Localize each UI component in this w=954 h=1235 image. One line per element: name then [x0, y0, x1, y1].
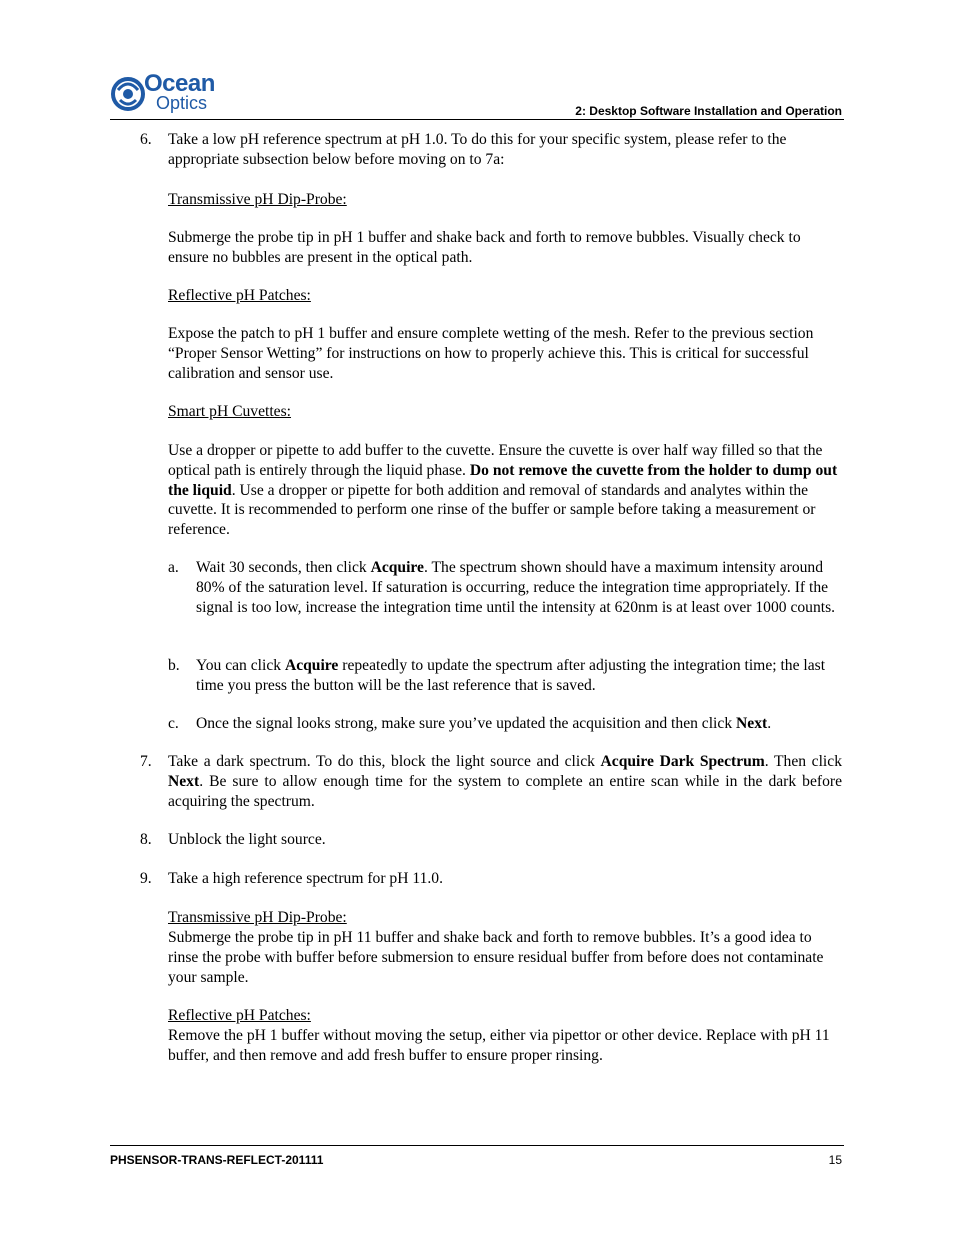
acquire-bold: Acquire	[284, 657, 339, 674]
page-number: 15	[828, 1153, 842, 1167]
footer-divider	[110, 1145, 844, 1146]
step-8-number: 8.	[140, 831, 152, 848]
substep-b-post: repeatedly to update the spectrum after adjusting the integration time; the last time you press the button will be the last reference that is saved.	[196, 657, 826, 694]
step-7-mid: . Then click	[764, 753, 842, 770]
step-6-cuvettes-heading: Smart pH Cuvettes:	[168, 403, 292, 420]
header-divider	[110, 119, 844, 120]
step-6-text: Take a low pH reference spectrum at pH 1.0. To do this for your specific system, please refer to the appropriate subsection below before moving on to 7a:	[168, 131, 787, 168]
step-6-reflective-heading: Reflective pH Patches:	[168, 287, 311, 304]
substep-a-post: . The spectrum shown should have a maximum intensity around 80% of the saturation level. If saturation is occurring, reduce the integration time appropriately. If the signal is too low, increase the integration time until the intensity at 620nm is at least over 1000 counts.	[196, 559, 836, 616]
step-6-number: 6.	[140, 131, 152, 148]
step-9-reflective-heading: Reflective pH Patches:	[168, 1007, 311, 1024]
logo-word-optics: Optics	[156, 93, 208, 113]
document-id: PHSENSOR-TRANS-REFLECT-201111	[110, 1153, 324, 1167]
substep-b-text	[196, 656, 844, 696]
logo-word-ocean: Ocean	[144, 70, 215, 97]
step-8-text: Unblock the light source.	[168, 831, 326, 848]
step-9-reflective-text: Remove the pH 1 buffer without moving the setup, either via pipettor or other device. Replace with pH 11 buffer, and then remove and add fresh buffer to ensure proper rinsing.	[168, 1027, 830, 1064]
step-7-post: . Be sure to allow enough time for the system to complete an entire scan while in the dark before acquiring the spectrum.	[168, 772, 842, 810]
ocean-optics-logo	[110, 70, 240, 118]
cuvettes-text-part1: Use a dropper or pipette to add buffer to the cuvette. Ensure the cuvette is over half way filled so that the optical path is entirely through the liquid phase.	[168, 442, 823, 479]
acquire-dark-spectrum-bold: Acquire Dark Spectrum	[600, 753, 765, 770]
cuvettes-warning-bold: Do not remove the cuvette from the holder to dump out the liquid	[168, 461, 838, 499]
acquire-bold: Acquire	[370, 559, 424, 576]
step-9-transmissive-heading: Transmissive pH Dip-Probe:	[168, 909, 347, 926]
substep-c-post: .	[767, 715, 772, 732]
substep-a-letter: a.	[168, 559, 179, 576]
step-7-text	[168, 752, 842, 811]
step-7-pre: Take a dark spectrum. To do this, block the light source and click	[168, 753, 601, 770]
next-bold: Next	[168, 772, 200, 790]
step-9-transmissive-text: Submerge the probe tip in pH 11 buffer and shake back and forth to remove bubbles. It’s a good idea to rinse the probe with buffer before submersion to ensure residual buffer from before does not contaminate your sample.	[168, 929, 824, 986]
step-9-text: Take a high reference spectrum for pH 11.0.	[168, 870, 443, 887]
substep-b-letter: b.	[168, 657, 180, 674]
substep-c-text	[196, 714, 844, 734]
step-6-transmissive-text: Submerge the probe tip in pH 1 buffer and shake back and forth to remove bubbles. Visually check to ensure no bubbles are present in the optical path.	[168, 229, 801, 266]
step-7-number: 7.	[140, 753, 152, 770]
substep-a-text	[196, 558, 842, 617]
step-6-reflective-text: Expose the patch to pH 1 buffer and ensure complete wetting of the mesh. Refer to the previous section “Proper Sensor Wetting” for instructions on how to properly achieve this. This is critical for successful calibration and sensor use.	[168, 325, 814, 382]
substep-a-pre: Wait 30 seconds, then click	[196, 559, 371, 576]
substep-c-letter: c.	[168, 715, 179, 732]
cuvettes-text-part2: . Use a dropper or pipette for both addition and removal of standards and analytes within the cuvette. It is recommended to perform one rinse of the buffer or sample before taking a measurement or reference.	[168, 481, 816, 539]
step-6-cuvettes-text	[168, 441, 842, 540]
step-6-transmissive-heading: Transmissive pH Dip-Probe:	[168, 191, 347, 208]
section-title: 2: Desktop Software Installation and Operation	[575, 104, 842, 118]
next-bold: Next	[736, 715, 768, 732]
substep-b-pre: You can click	[196, 657, 285, 674]
substep-c-pre: Once the signal looks strong, make sure you’ve updated the acquisition and then click	[196, 715, 737, 732]
step-9-number: 9.	[140, 870, 152, 887]
